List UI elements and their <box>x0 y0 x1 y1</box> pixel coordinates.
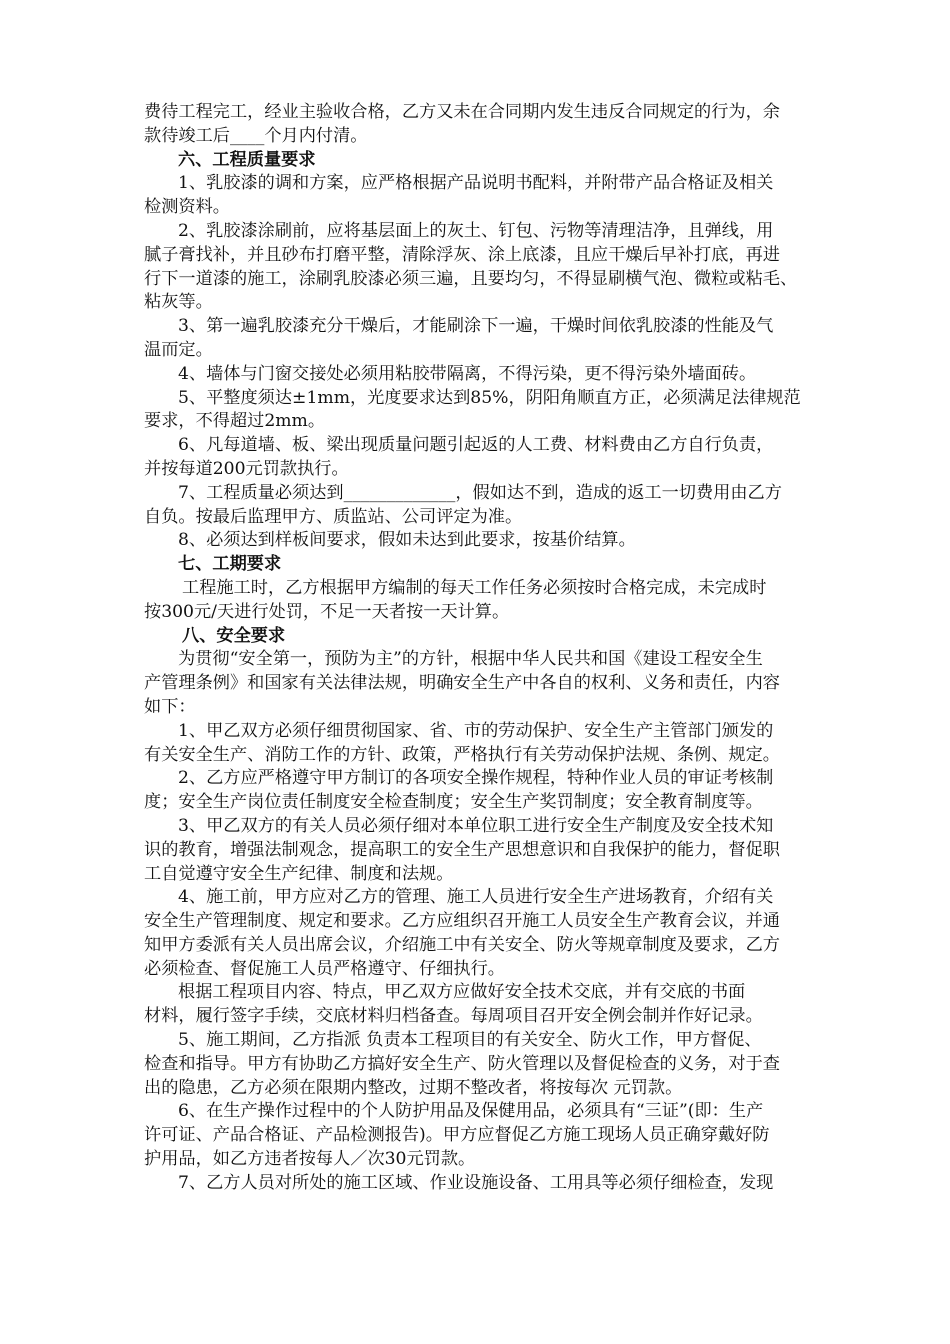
text-line: 安全生产管理制度、规定和要求。乙方应组织召开施工人员安全生产教育会议，并通 <box>144 911 780 932</box>
text-line: 知甲方委派有关人员出席会议，介绍施工中有关安全、防火等规章制度及要求，乙方 <box>144 934 780 955</box>
text-line: 6、凡每道墙、板、梁出现质量问题引起返的人工费、材料费由乙方自行负责， <box>178 435 774 456</box>
text-line: 根据工程项目内容、特点，甲乙双方应做好安全技术交底，并有交底的书面 <box>178 982 746 1003</box>
text-line: 工程施工时，乙方根据甲方编制的每天工作任务必须按时合格完成，未完成时 <box>182 577 767 598</box>
section-heading: 六、工程质量要求 <box>178 149 316 170</box>
text-line: 4、墙体与门窗交接处必须用粘胶带隔离，不得污染，更不得污染外墙面砖。 <box>178 363 757 384</box>
text-line: 费待工程完工，经业主验收合格，乙方又未在合同期内发生违反合同规定的行为，余 <box>144 102 780 122</box>
text-line: 并按每道200元罚款执行。 <box>144 458 349 479</box>
text-line: 许可证、产品合格证、产品检测报告)。甲方应督促乙方施工现场人员正确穿戴好防 <box>144 1125 770 1146</box>
text-line: 2、乙方应严格遵守甲方制订的各项安全操作规程，特种作业人员的审证考核制 <box>178 768 774 789</box>
text-line: 1、乳胶漆的调和方案，应严格根据产品说明书配料，并附带产品合格证及相关 <box>178 173 774 194</box>
text-line: 检测资料。 <box>144 197 230 218</box>
text-line: 自负。按最后监理甲方、质监站、公司评定为准。 <box>144 506 523 527</box>
text-line: 必须检查、督促施工人员严格遵守、仔细执行。 <box>144 958 505 979</box>
text-line: 4、施工前，甲方应对乙方的管理、施工人员进行安全生产进场教育，介绍有关 <box>178 887 774 908</box>
text-line: 要求，不得超过2mm。 <box>144 411 326 432</box>
text-line: 2、乳胶漆涂刷前，应将基层面上的灰土、钉包、污物等清理洁净，且弹线，用 <box>178 220 774 241</box>
text-line: 工自觉遵守安全生产纪律、制度和法规。 <box>144 863 454 884</box>
text-line: 材料，履行签字手续，交底材料归档备查。每周项目召开安全例会制并作好记录。 <box>144 1006 763 1027</box>
text-line: 款待竣工后____个月内付清。 <box>144 125 368 146</box>
text-line: 7、工程质量必须达到_____________，假如达不到，造成的返工一切费用由乙方 <box>178 482 782 503</box>
text-line: 5、平整度须达±1mm，光度要求达到85%，阴阳角顺直方正，必须满足法律规范 <box>178 387 801 408</box>
document-page <box>144 101 870 1196</box>
text-line: 6、在生产操作过程中的个人防护用品及保健用品，必须具有“三证”(即：生产 <box>178 1101 764 1122</box>
text-line: 如下： <box>144 696 196 717</box>
section-heading: 八、安全要求 <box>182 625 286 646</box>
text-line: 腻子膏找补，并且砂布打磨平整，清除浮灰、涂上底漆，且应干燥后早补打底，再进 <box>144 244 780 265</box>
text-line: 3、第一遍乳胶漆充分干燥后，才能刷涂下一遍，干燥时间依乳胶漆的性能及气 <box>178 316 774 337</box>
text-line: 8、必须达到样板间要求，假如未达到此要求，按基价结算。 <box>178 530 636 551</box>
text-line: 3、甲乙双方的有关人员必须仔细对本单位职工进行安全生产制度及安全技术知 <box>178 815 774 836</box>
text-line: 温而定。 <box>144 339 213 360</box>
text-line: 度；安全生产岗位责任制度安全检查制度；安全生产奖罚制度；安全教育制度等。 <box>144 792 763 813</box>
text-line: 识的教育，增强法制观念，提高职工的安全生产思想意识和自我保护的能力，督促职 <box>144 839 780 860</box>
text-line: 1、甲乙双方必须仔细贯彻国家、省、市的劳动保护、安全生产主管部门颁发的 <box>178 720 774 741</box>
text-line: 检查和指导。甲方有协助乙方搞好安全生产、防火管理以及督促检查的义务，对于查 <box>144 1053 780 1074</box>
text-line: 产管理条例》和国家有关法律法规，明确安全生产中各自的权利、义务和责任，内容 <box>144 673 780 694</box>
text-line: 粘灰等。 <box>144 292 213 313</box>
text-line: 5、施工期间，乙方指派 负责本工程项目的有关安全、防火工作，甲方督促、 <box>178 1030 762 1051</box>
text-line: 有关安全生产、消防工作的方针、政策，严格执行有关劳动保护法规、条例、规定。 <box>144 744 780 765</box>
text-line: 行下一道漆的施工，涂刷乳胶漆必须三遍，且要均匀，不得显刷横气泡、微粒或粘毛、 <box>144 268 798 289</box>
text-line: 出的隐患，乙方必须在限期内整改，过期不整改者，将按每次 元罚款。 <box>144 1077 683 1098</box>
text-line: 护用品，如乙方违者按每人／次30元罚款。 <box>144 1149 476 1170</box>
text-line: 为贯彻“安全第一，预防为主”的方针，根据中华人民共和国《建设工程安全生 <box>178 649 763 670</box>
text-line: 按300元/天进行处罚，不足一天者按一天计算。 <box>144 601 510 622</box>
text-line: 7、乙方人员对所处的施工区域、作业设施设备、工用具等必须仔细检查，发现 <box>178 1172 774 1193</box>
section-heading: 七、工期要求 <box>178 554 282 575</box>
